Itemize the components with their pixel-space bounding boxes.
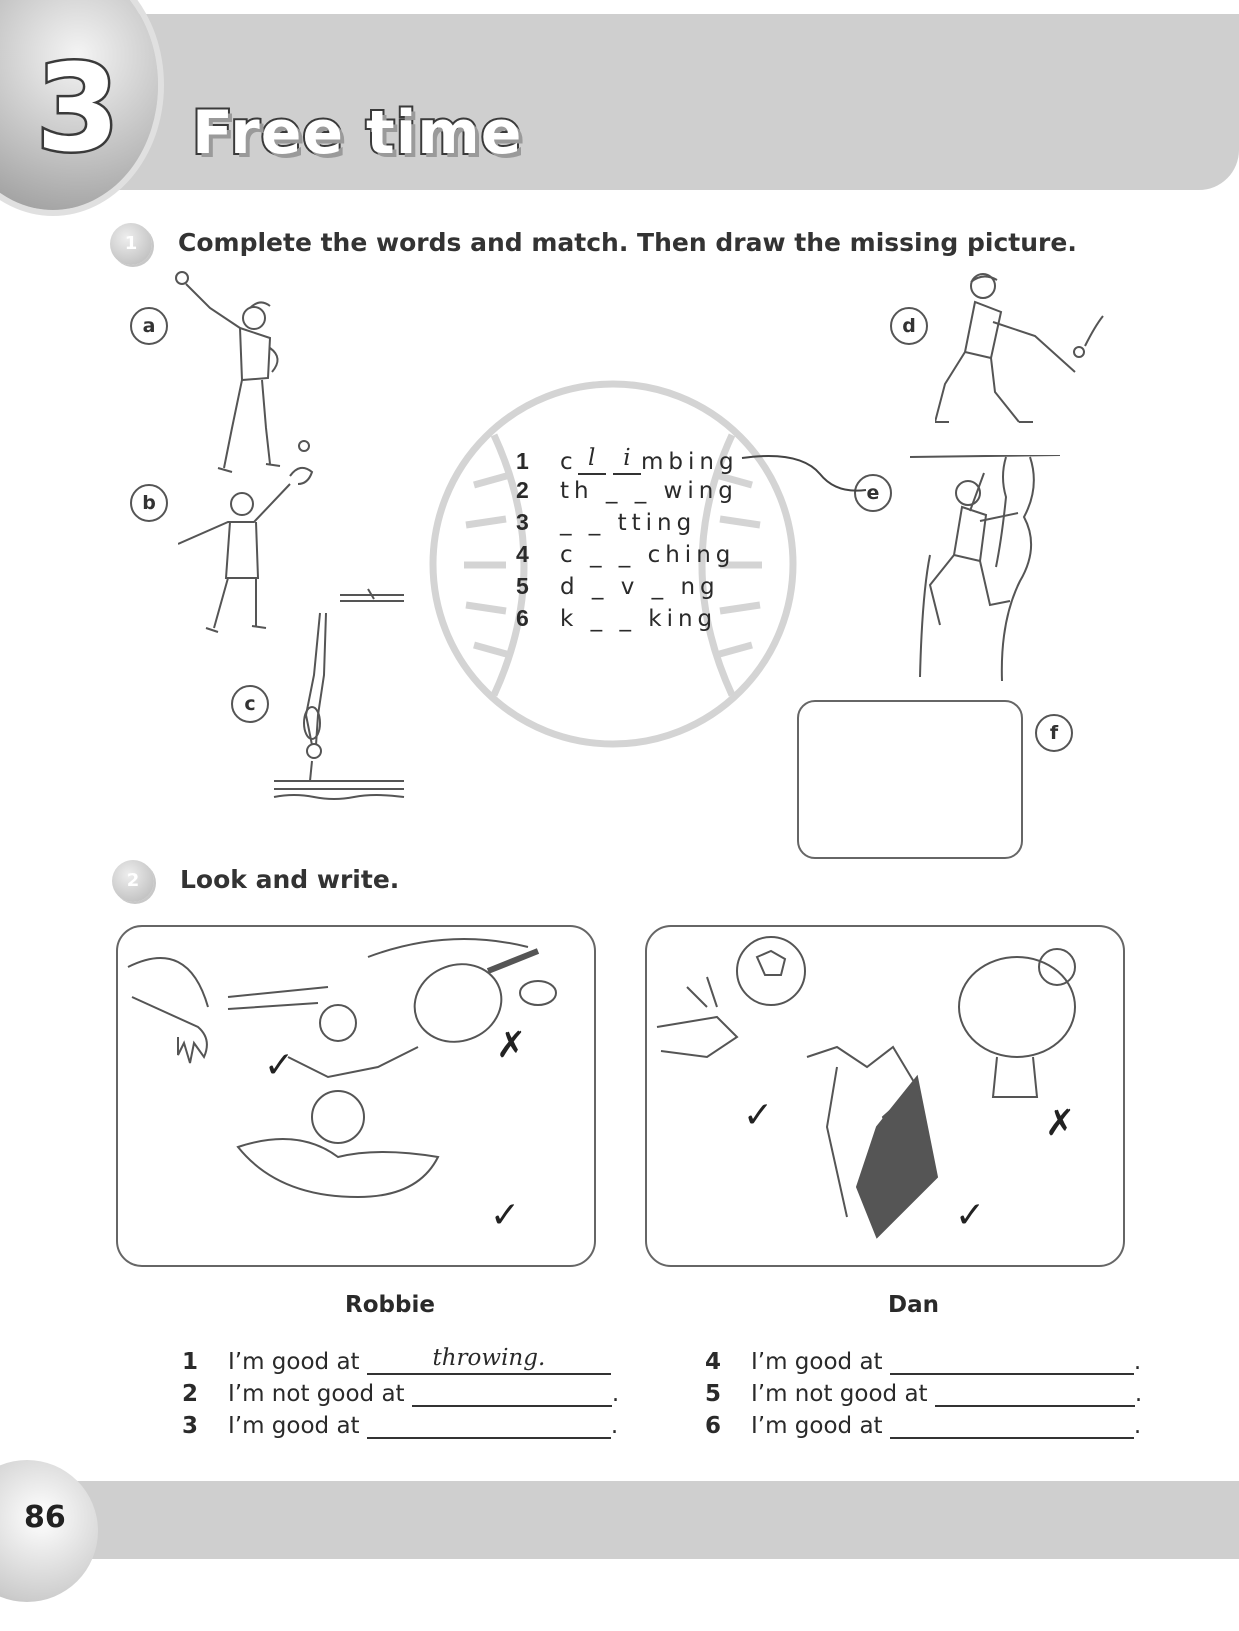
word-number: 3 <box>516 509 529 535</box>
diving-girl-illustration <box>268 585 408 815</box>
word-number: 1 <box>516 448 529 474</box>
sentence-5: 5 I’m not good at . <box>705 1377 1142 1409</box>
word-item-2[interactable] <box>516 477 738 509</box>
sentence-text: I’m good at <box>751 1413 883 1439</box>
picture-label-f: f <box>1035 714 1073 752</box>
word-item-1 <box>516 445 739 477</box>
sentence-text: I’m good at <box>751 1349 883 1375</box>
exercise-2-number: 2 <box>112 860 154 902</box>
sentence-text: I’m good at <box>228 1349 360 1375</box>
climbing-girl-illustration <box>910 455 1060 685</box>
header-band <box>0 14 1239 190</box>
word-number: 6 <box>516 605 529 631</box>
answer-field-6[interactable] <box>890 1409 1134 1439</box>
sentence-2: 2 I’m not good at . <box>182 1377 619 1409</box>
word-number: 2 <box>516 477 529 503</box>
word-item-6[interactable] <box>516 605 717 637</box>
sentence-3: 3 I’m good at . <box>182 1409 618 1441</box>
tick-mark: ✓ <box>743 1095 774 1136</box>
tick-mark: ✓ <box>264 1045 295 1086</box>
cross-mark: ✗ <box>1045 1103 1076 1144</box>
sentence-number: 6 <box>705 1413 722 1439</box>
exercise-1-instruction: Complete the words and match. Then draw the missing picture. <box>178 228 1077 257</box>
picture-label-a: a <box>130 307 168 345</box>
exercise-2-instruction: Look and write. <box>180 865 400 894</box>
answer-field-4[interactable] <box>890 1345 1134 1375</box>
unit-number: 3 <box>36 40 120 179</box>
picture-label-e: e <box>854 474 892 512</box>
batting-boy-illustration <box>935 272 1105 442</box>
answer-field-5[interactable] <box>935 1377 1135 1407</box>
match-line <box>740 450 870 500</box>
word-puzzle: k _ _ king <box>560 606 718 632</box>
picture-label-d: d <box>890 307 928 345</box>
word-item-4[interactable] <box>516 541 735 573</box>
tick-mark: ✓ <box>955 1195 986 1236</box>
sentence-text: I’m not good at <box>228 1381 405 1407</box>
word-number: 5 <box>516 573 529 599</box>
exercise-1-number: 1 <box>110 223 152 265</box>
word-puzzle-start: c <box>560 449 578 475</box>
cross-mark: ✗ <box>496 1025 527 1066</box>
sentence-number: 3 <box>182 1413 199 1439</box>
dan-picture-panel <box>645 925 1125 1267</box>
picture-label-c: c <box>231 685 269 723</box>
sentence-number: 5 <box>705 1381 722 1407</box>
footer-band <box>0 1481 1239 1559</box>
sentence-number: 2 <box>182 1381 199 1407</box>
dan-name-label: Dan <box>888 1292 939 1318</box>
word-puzzle-end: mbing <box>640 449 739 475</box>
tick-mark: ✓ <box>490 1195 521 1236</box>
word-answer-letter-2[interactable]: i <box>613 445 641 475</box>
dan-sports-illustration <box>647 927 1123 1265</box>
sentence-number: 4 <box>705 1349 722 1375</box>
word-item-3[interactable] <box>516 509 696 541</box>
robbie-picture-panel <box>116 925 596 1267</box>
word-puzzle: _ _ tting <box>560 510 697 536</box>
word-puzzle: d _ v _ ng <box>560 574 720 600</box>
sentence-6: 6 I’m good at . <box>705 1409 1141 1441</box>
unit-title: Free time <box>192 98 523 168</box>
sentence-number: 1 <box>182 1349 199 1375</box>
drawing-box[interactable] <box>797 700 1023 859</box>
sentence-4: 4 I’m good at . <box>705 1345 1141 1377</box>
answer-field-3[interactable] <box>367 1409 611 1439</box>
robbie-sports-illustration <box>118 927 594 1265</box>
page-number: 86 <box>24 1500 66 1535</box>
sentence-1 <box>182 1345 611 1377</box>
answer-field-1[interactable]: throwing. <box>367 1345 611 1375</box>
sentence-text: I’m not good at <box>751 1381 928 1407</box>
word-puzzle: th _ _ wing <box>560 478 738 504</box>
word-number: 4 <box>516 541 529 567</box>
word-answer-letter-1[interactable]: l <box>578 445 606 475</box>
answer-field-2[interactable] <box>412 1377 612 1407</box>
word-item-5[interactable] <box>516 573 720 605</box>
picture-label-b: b <box>130 484 168 522</box>
word-puzzle: c _ _ ching <box>560 542 736 568</box>
robbie-name-label: Robbie <box>345 1292 435 1318</box>
sentence-text: I’m good at <box>228 1413 360 1439</box>
